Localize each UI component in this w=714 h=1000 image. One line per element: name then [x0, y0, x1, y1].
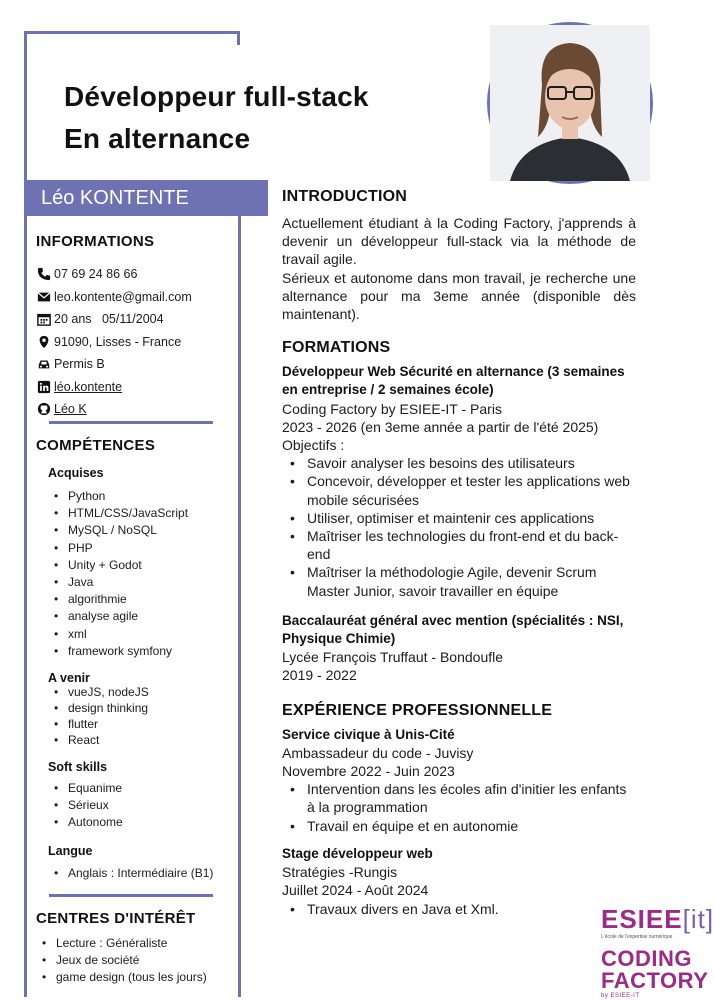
frame-tick — [237, 31, 240, 45]
envelope-icon — [36, 290, 52, 304]
location-text: 91090, Lisses - France — [54, 334, 182, 349]
esiee-tagline: L'école de l'expertise numérique — [601, 934, 673, 940]
map-pin-icon — [36, 335, 52, 349]
acquises-list — [48, 488, 232, 660]
experience-1-title: Service civique à Unis-Cité — [282, 726, 455, 742]
calendar-icon — [36, 312, 52, 326]
cf-line-2: FACTORY — [601, 968, 709, 993]
github-link[interactable]: Léo K — [54, 402, 87, 417]
experience-heading: EXPÉRIENCE PROFESSIONNELLE — [282, 701, 553, 719]
objectif-item: • Maîtriser les technologies du front-end et du back-end — [282, 527, 636, 563]
experience-2-list — [282, 900, 636, 918]
informations-heading: INFORMATIONS — [36, 233, 155, 250]
objectif-item: • Concevoir, développer et tester les applications web mobile sécurisées — [282, 472, 636, 508]
linkedin-icon — [36, 380, 52, 394]
skill-item: • flutter — [48, 716, 232, 732]
interets-heading: CENTRES D'INTÉRÊT — [36, 910, 196, 927]
info-location — [36, 331, 232, 354]
formation-2-dates: 2019 - 2022 — [282, 667, 357, 684]
email-text: leo.kontente@gmail.com — [54, 289, 192, 304]
skill-item: • Sérieux — [48, 797, 232, 814]
skill-item: • vueJS, nodeJS — [48, 684, 232, 700]
linkedin-link[interactable]: léo.kontente — [54, 379, 123, 394]
skill-item: • framework symfony — [48, 643, 232, 660]
cf-sub: by ESIEE-IT — [601, 993, 640, 999]
phone-icon — [36, 267, 52, 281]
skill-item: • MySQL / NoSQL — [48, 522, 232, 539]
esiee-logo-it: [it] — [682, 904, 714, 934]
formation-1-dates: 2023 - 2026 (en 3eme année a partir de l'été 2025) — [282, 418, 599, 435]
avenir-list — [48, 684, 232, 748]
experience-2-dates: Juillet 2024 - Août 2024 — [282, 882, 429, 899]
skill-item: • Anglais : Intermédiaire (B1) — [48, 865, 232, 882]
frame-top-line — [24, 31, 240, 34]
interets-list — [36, 935, 232, 987]
info-phone — [36, 263, 232, 286]
phone-text: 07 69 24 86 66 — [54, 267, 138, 282]
coding-factory-logo — [601, 948, 707, 997]
experience-item: • Travaux divers en Java et Xml. — [282, 900, 636, 918]
soft-skills-list — [48, 780, 232, 832]
intro-paragraph-2: Sérieux et autonome dans mon travail, je recherche une alternance pour ma 3eme année (disponible dès maintenant). — [282, 269, 636, 323]
name-banner: Léo KONTENTE — [27, 180, 268, 216]
age-text: 20 ans 05/11/2004 — [54, 312, 164, 327]
skill-item: • React — [48, 732, 232, 748]
skill-item: • analyse agile — [48, 608, 232, 625]
experience-2-company: Stratégies -Rungis — [282, 864, 398, 881]
experience-2-title: Stage développeur web — [282, 845, 433, 861]
info-linkedin[interactable] — [36, 376, 232, 399]
experience-1-list — [282, 780, 636, 835]
interest-item: • Lecture : Généraliste — [36, 935, 232, 952]
sidebar-right-line — [238, 205, 241, 997]
info-license — [36, 353, 232, 376]
formation-1-school: Coding Factory by ESIEE-IT - Paris — [282, 400, 502, 417]
intro-paragraph-1: Actuellement étudiant à la Coding Factory, j'apprends à devenir un développeur full-stack via la méthode de travail agile. — [282, 215, 636, 268]
experience-item: • Intervention dans les écoles afin d'initier les enfants à la programmation — [282, 780, 636, 816]
github-icon — [36, 402, 52, 416]
interest-item: • Jeux de société — [36, 952, 232, 969]
objectif-item: • Utiliser, optimiser et maintenir ces applications — [282, 509, 636, 527]
left-divider-2 — [49, 894, 213, 897]
experience-item: • Travail en équipe et en autonomie — [282, 817, 636, 835]
formations-heading: FORMATIONS — [282, 339, 391, 357]
skill-item: • Unity + Godot — [48, 557, 232, 574]
title-line-1: Développeur full-stack — [64, 81, 369, 112]
competences-heading: COMPÉTENCES — [36, 437, 156, 454]
skill-item: • Autonome — [48, 814, 232, 831]
title-line-2: En alternance — [64, 123, 251, 154]
skill-item: • design thinking — [48, 700, 232, 716]
formation-2-school: Lycée François Truffaut - Bondoufle — [282, 649, 504, 666]
introduction-heading: INTRODUCTION — [282, 188, 408, 205]
portrait-illustration — [490, 25, 650, 181]
left-divider-1 — [49, 421, 213, 424]
skill-item: • PHP — [48, 540, 232, 557]
skill-item: • Java — [48, 574, 232, 591]
skill-item: • algorithmie — [48, 591, 232, 608]
acquises-label: Acquises — [48, 466, 104, 480]
cf-line-1: CODING — [601, 946, 692, 971]
interest-item: • game design (tous les jours) — [36, 969, 232, 986]
page-title — [64, 76, 369, 160]
objectif-item: • Savoir analyser les besoins des utilisateurs — [282, 454, 636, 472]
avenir-label: A venir — [48, 671, 90, 686]
info-email — [36, 286, 232, 309]
experience-1-dates: Novembre 2022 - Juin 2023 — [282, 763, 455, 780]
langue-label: Langue — [48, 843, 93, 858]
skill-item: • Python — [48, 488, 232, 505]
soft-skills-label: Soft skills — [48, 760, 108, 775]
skill-item: • HTML/CSS/JavaScript — [48, 505, 232, 522]
skill-item: • Equanime — [48, 780, 232, 797]
langue-list — [48, 865, 232, 882]
frame-left-line — [24, 31, 27, 997]
license-text: Permis B — [54, 357, 105, 372]
formation-1-title: Développeur Web Sécurité en alternance (3 semaines en entreprise / 2 semaines école) — [282, 364, 625, 398]
esiee-logo-main: ESIEE — [601, 904, 683, 934]
esiee-it-logo — [601, 904, 714, 944]
formation-1-objectifs-label: Objectifs : — [282, 437, 345, 454]
skill-item: • xml — [48, 626, 232, 643]
objectif-item: • Maîtriser la méthodologie Agile, devenir Scrum Master Junior, savoir travailler en équipe — [282, 563, 636, 599]
objectifs-list — [282, 454, 636, 600]
info-github[interactable] — [36, 398, 232, 421]
profile-photo — [487, 22, 653, 184]
experience-1-role: Ambassadeur du code - Juvisy — [282, 744, 474, 761]
info-age — [36, 308, 232, 331]
formation-2-title: Baccalauréat général avec mention (spécialités : NSI, Physique Chimie) — [282, 612, 624, 647]
car-icon — [36, 357, 52, 371]
